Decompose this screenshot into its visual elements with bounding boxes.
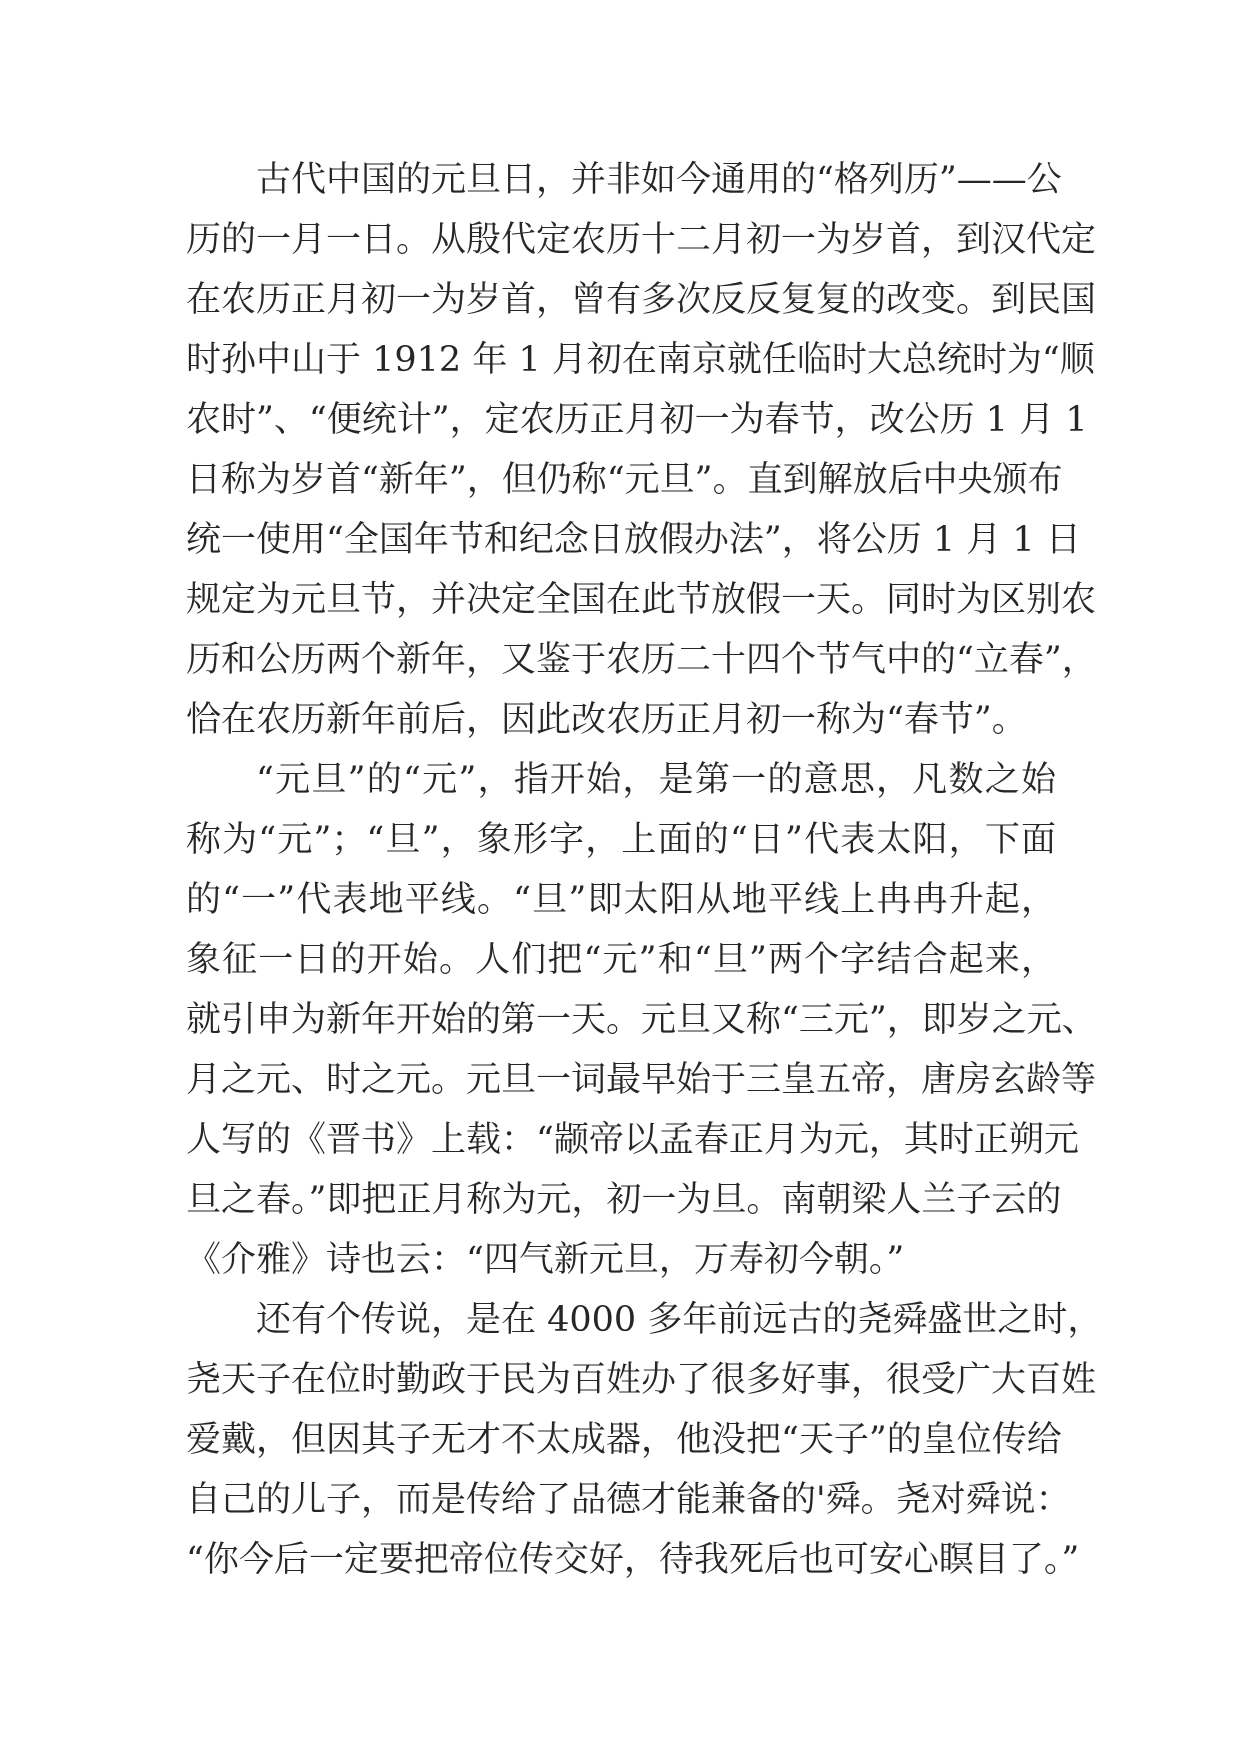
paragraph-2-line-4: 象征一日的开始。人们把“元”和“旦”两个字结合起来， [186, 940, 1056, 980]
paragraph-1-line-2: 历的一月一日。从殷代定农历十二月初一为岁首，到汉代定 [186, 220, 1097, 260]
paragraph-1-line-5: 农时”、“便统计”，定农历正月初一为春节，改公历 1 月 1 [186, 400, 1088, 440]
paragraph-2-line-3: 的“一”代表地平线。“旦”即太阳从地平线上冉冉升起， [186, 880, 1056, 920]
paragraph-1-line-7: 统一使用“全国年节和纪念日放假办法”，将公历 1 月 1 日 [186, 520, 1081, 560]
paragraph-2-line-2: 称为“元”；“旦”，象形字，上面的“日”代表太阳，下面 [186, 820, 1056, 860]
paragraph-2-line-1: “元旦”的“元”，指开始，是第一的意思，凡数之始 [256, 760, 1056, 800]
document-body [186, 150, 1103, 1590]
paragraph-2-line-6: 月之元、时之元。元旦一词最早始于三皇五帝，唐房玄龄等 [186, 1060, 1097, 1100]
paragraph-2-line-9: 《介雅》诗也云：“四气新元旦，万寿初今朝。” [186, 1240, 905, 1280]
paragraph-3-line-3: 爱戴，但因其子无才不太成器，他没把“天子”的皇位传给 [186, 1420, 1062, 1460]
paragraph-3-line-4: 自己的儿子，而是传给了品德才能兼备的'舜。尧对舜说： [186, 1480, 1071, 1520]
paragraph-1-line-1: 古代中国的元旦日，并非如今通用的“格列历”——公 [256, 160, 1062, 200]
paragraph-1-line-8: 规定为元旦节，并决定全国在此节放假一天。同时为区别农 [186, 580, 1097, 620]
paragraph-2-line-7: 人写的《晋书》上载：“颛帝以孟春正月为元，其时正朔元 [186, 1120, 1079, 1160]
paragraph-2-line-8: 旦之春。”即把正月称为元，初一为旦。南朝梁人兰子云的 [186, 1180, 1062, 1220]
paragraph-1-line-4: 时孙中山于 1912 年 1 月初在南京就任临时大总统时为“顺 [186, 340, 1095, 380]
paragraph-1-line-9: 历和公历两个新年，又鉴于农历二十四个节气中的“立春”， [186, 640, 1097, 680]
paragraph-3-line-2: 尧天子在位时勤政于民为百姓办了很多好事，很受广大百姓 [186, 1360, 1097, 1400]
paragraph-2-line-5: 就引申为新年开始的第一天。元旦又称“三元”，即岁之元、 [186, 1000, 1097, 1040]
paragraph-3-line-5: “你今后一定要把帝位传交好，待我死后也可安心瞑目了。” [186, 1540, 1080, 1580]
paragraph-3-line-1: 还有个传说，是在 4000 多年前远古的尧舜盛世之时， [256, 1300, 1103, 1340]
paragraph-1-line-10: 恰在农历新年前后，因此改农历正月初一称为“春节”。 [186, 700, 1027, 740]
paragraph-1-line-3: 在农历正月初一为岁首，曾有多次反反复复的改变。到民国 [186, 280, 1097, 320]
paragraph-1-line-6: 日称为岁首“新年”，但仍称“元旦”。直到解放后中央颁布 [186, 460, 1063, 500]
